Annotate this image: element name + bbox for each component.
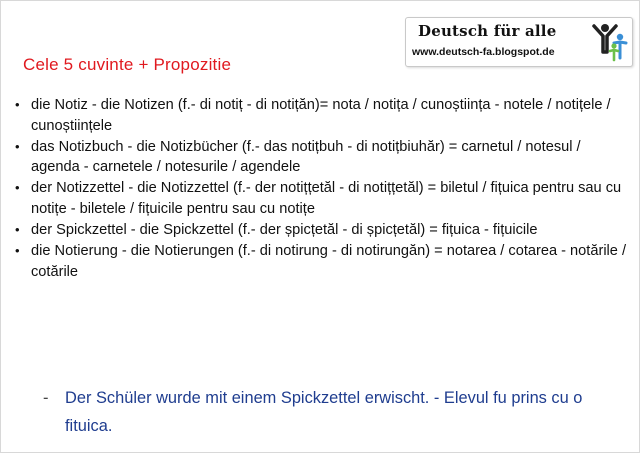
entry-text: die Notiz - die Notizen (f.- di notiț - di notițăn)= nota / notița / cunoștiința - notele / notițele / cunoștiințele (31, 97, 611, 134)
example-text: Der Schüler wurde mit einem Spickzettel erwischt. - Elevul fu prins cu o fituica. (65, 389, 583, 435)
page-title: Cele 5 cuvinte + Propozitie (23, 55, 232, 74)
people-icon (590, 22, 630, 62)
bullet-icon: • (15, 180, 20, 196)
example-sentence (43, 384, 623, 440)
bullet-icon: • (15, 222, 20, 238)
list-item (15, 220, 627, 241)
logo-url: www.deutsch-fa.blogspot.de (412, 46, 555, 58)
list-item (15, 241, 627, 282)
entry-text: der Notizzettel - die Notizzettel (f.- der notițțetăl - di notițțetăl) = biletul / fițuica pentru sau cu notițe - biletele / fițuicile pentru sau cu notițe (31, 180, 622, 217)
logo-title: Deutsch für alle (418, 22, 557, 40)
bullet-icon: • (15, 138, 20, 154)
entry-text: der Spickzettel - die Spickzettel (f.- der șpicțetăl - di șpicțetăl) = fițuica - fițuicile (31, 222, 538, 239)
list-item (15, 95, 627, 136)
bullet-icon: • (15, 243, 20, 259)
entry-text: die Notierung - die Notierungen (f.- di notirung - di notirungăn) = notarea / cotarea - notările / cotările (31, 243, 627, 280)
list-item (15, 178, 627, 219)
dash-marker: - (43, 389, 49, 407)
list-item (15, 137, 627, 178)
bullet-icon: • (15, 97, 20, 112)
blog-logo[interactable] (405, 17, 633, 67)
entry-text: das Notizbuch - die Notizbücher (f.- das notițbuh - di notițbiuhăr) = carnetul / notesul / agenda - carnetele / notesurile / agendele (31, 138, 581, 176)
vocabulary-list (15, 95, 627, 283)
